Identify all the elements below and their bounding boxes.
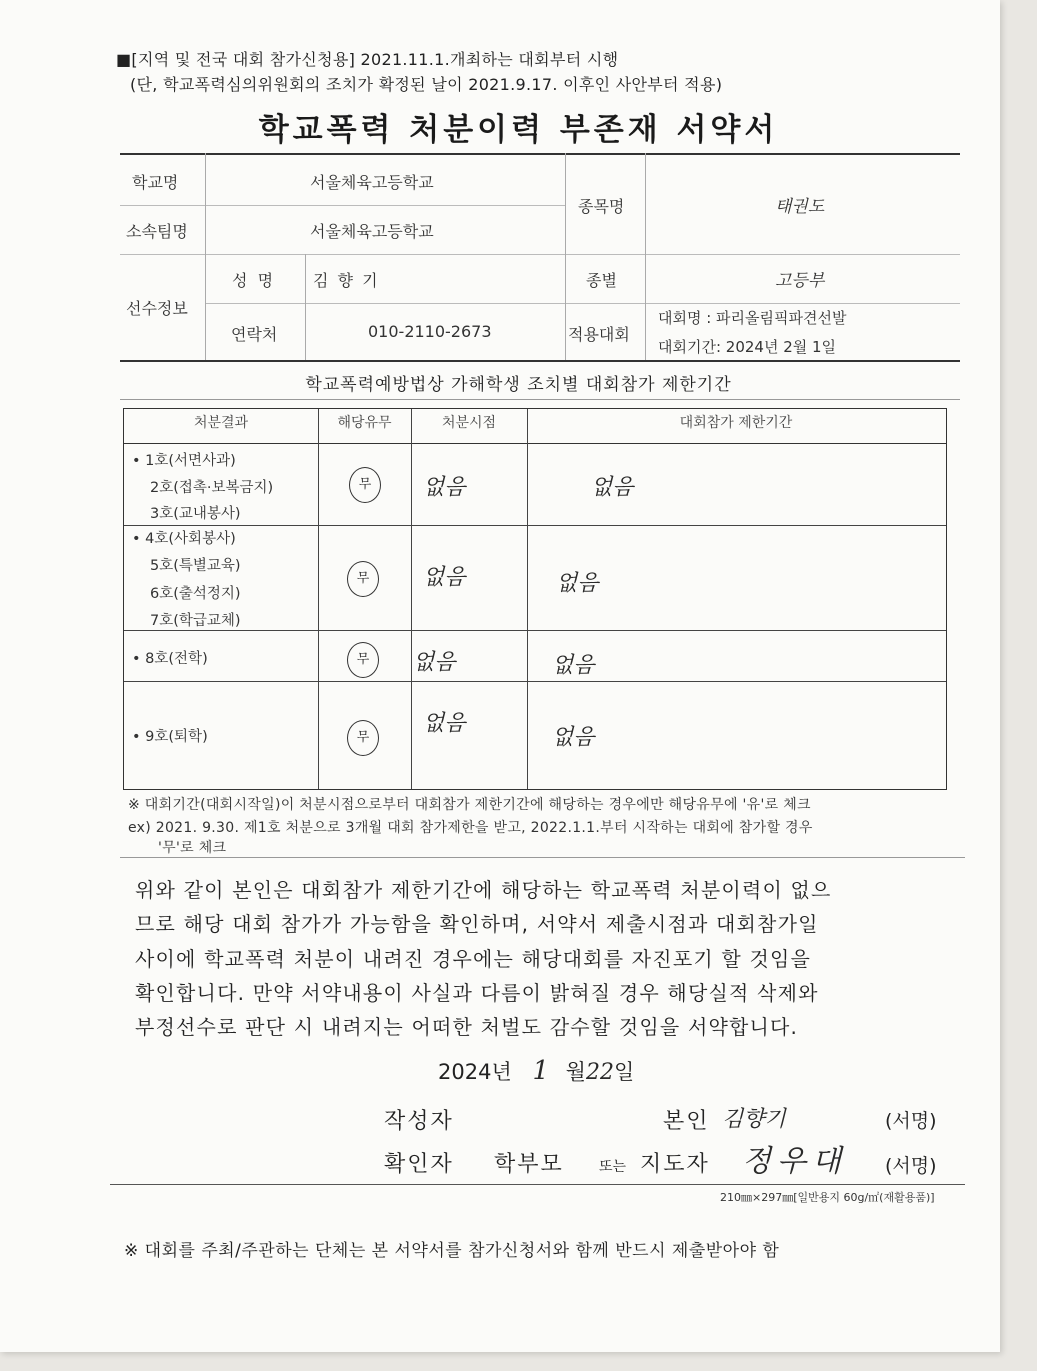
competition-label: 적용대회 [568, 325, 630, 344]
restriction-table [123, 408, 947, 790]
coach-sign: (서명) [885, 1155, 937, 1177]
footer-note: ※ 대회를 주최/주관하는 단체는 본 서약서를 참가신청서와 함께 반드시 제출받아야 함 [124, 1241, 780, 1261]
divider [124, 630, 946, 631]
time-value: 없음 [423, 475, 466, 500]
paper-spec: 210㎜×297㎜[일반용지 60g/㎡(재활용품)] [720, 1191, 935, 1204]
time-value: 없음 [413, 650, 456, 675]
date-day: 22 [585, 1060, 614, 1085]
parent-label: 학부모 [494, 1152, 564, 1177]
applicable-mark: 무 [347, 561, 379, 597]
period-value: 없음 [591, 475, 634, 500]
list-item: • 9호(퇴학) [132, 729, 208, 745]
col-applicable: 해당유무 [337, 415, 392, 431]
applicable-mark: 무 [347, 720, 379, 756]
period-value: 없음 [552, 725, 595, 750]
contact-label: 연락처 [231, 325, 278, 344]
list-item: • 1호(서면사과) [132, 453, 236, 469]
division-value: 고등부 [775, 271, 825, 291]
applicable-mark: 무 [347, 642, 379, 678]
divider [527, 409, 528, 789]
divider [110, 1184, 965, 1185]
event-value: 태권도 [775, 197, 825, 217]
divider [120, 254, 960, 255]
header-line-1: ■[지역 및 전국 대회 참가신청용] 2021.11.1.개최하는 대회부터 시행 [116, 50, 619, 69]
divider [205, 303, 960, 304]
writer-label: 작성자 [384, 1109, 454, 1134]
pledge-line-2: 므로 해당 대회 참가가 가능함을 확인하며, 서약서 제출시점과 대회참가일 [135, 912, 819, 936]
period-value: 없음 [552, 653, 595, 678]
divider [205, 153, 206, 360]
competition-period: 대회기간: 2024년 2월 1일 [658, 338, 837, 356]
list-item: • 4호(사회봉사) [132, 531, 236, 547]
contact-value: 010-2110-2673 [368, 322, 492, 341]
competition-name: 대회명 : 파리올림픽파견선발 [658, 309, 847, 327]
date [438, 1056, 634, 1086]
restriction-subtitle: 학교폭력예방법상 가해학생 조치별 대회참가 제한기간 [305, 375, 732, 395]
division-label: 종별 [586, 271, 617, 290]
coach-name: 정우대 [742, 1144, 847, 1179]
date-month: 1 [532, 1056, 549, 1086]
divider [120, 399, 960, 400]
col-result: 처분결과 [193, 415, 249, 431]
list-item: 3호(교내봉사) [150, 506, 241, 522]
player-info-label: 선수정보 [126, 299, 188, 318]
note-1: ※ 대회기간(대회시작일)이 처분시점으로부터 대회참가 제한기간에 해당하는 경우에만 해당유무에 '유'로 체크 [128, 797, 811, 813]
school-value: 서울체육고등학교 [310, 173, 434, 192]
list-item: 6호(출석정지) [150, 586, 241, 602]
divider [120, 857, 965, 858]
name-value: 김 향 기 [313, 271, 380, 290]
applicable-mark: 무 [349, 467, 381, 503]
col-time: 처분시점 [441, 415, 497, 431]
col-period: 대회참가 제한기간 [679, 415, 793, 431]
period-value: 없음 [556, 571, 599, 596]
school-label: 학교명 [132, 173, 179, 192]
divider [318, 409, 319, 789]
divider [565, 153, 566, 360]
self-label: 본인 [663, 1109, 710, 1134]
confirmer-label: 확인자 [384, 1152, 454, 1177]
divider [645, 153, 646, 360]
list-item: • 8호(전학) [132, 651, 208, 667]
time-value: 없음 [423, 711, 466, 736]
divider [124, 443, 946, 444]
note-3: '무'로 체크 [158, 840, 227, 856]
header-line-2: (단, 학교폭력심의위원회의 조치가 확정된 날이 2021.9.17. 이후인 사안부터 적용) [130, 75, 723, 94]
event-label: 종목명 [578, 197, 625, 216]
divider [305, 254, 306, 360]
date-month-unit: 월 [565, 1060, 586, 1084]
divider [124, 681, 946, 682]
or-label: 또는 [599, 1159, 627, 1175]
note-2: ex) 2021. 9.30. 제1호 처분으로 3개월 대회 참가제한을 받고, 2022.1.1.부터 시작하는 대회에 참가할 경우 [128, 820, 813, 836]
coach-label: 지도자 [640, 1152, 710, 1177]
list-item: 5호(특별교육) [150, 558, 241, 574]
team-label: 소속팀명 [126, 222, 188, 241]
divider [124, 525, 946, 526]
self-sign: (서명) [885, 1110, 937, 1132]
pledge-line-3: 사이에 학교폭력 처분이 내려진 경우에는 해당대회를 자진포기 할 것임을 [135, 947, 812, 971]
divider [411, 409, 412, 789]
date-year: 2024 [438, 1060, 492, 1084]
time-value: 없음 [423, 565, 466, 590]
date-year-unit: 년 [491, 1060, 512, 1084]
name-label: 성 명 [232, 271, 274, 290]
divider [120, 205, 565, 206]
list-item: 2호(접촉·보복금지) [150, 480, 274, 496]
pledge-line-1: 위와 같이 본인은 대회참가 제한기간에 해당하는 학교폭력 처분이력이 없으 [135, 878, 832, 902]
info-table-bottom [120, 360, 960, 362]
pledge-line-4: 확인합니다. 만약 서약내용이 사실과 다름이 밝혀질 경우 해당실적 삭제와 [135, 981, 819, 1005]
self-name: 김향기 [722, 1107, 786, 1132]
document-title: 학교폭력 처분이력 부존재 서약서 [258, 112, 779, 148]
list-item: 7호(학급교체) [150, 613, 241, 629]
date-day-unit: 일 [613, 1060, 635, 1084]
info-table-top [120, 153, 960, 155]
pledge-line-5: 부정선수로 판단 시 내려지는 어떠한 처벌도 감수할 것임을 서약합니다. [135, 1015, 799, 1039]
team-value: 서울체육고등학교 [310, 222, 434, 241]
